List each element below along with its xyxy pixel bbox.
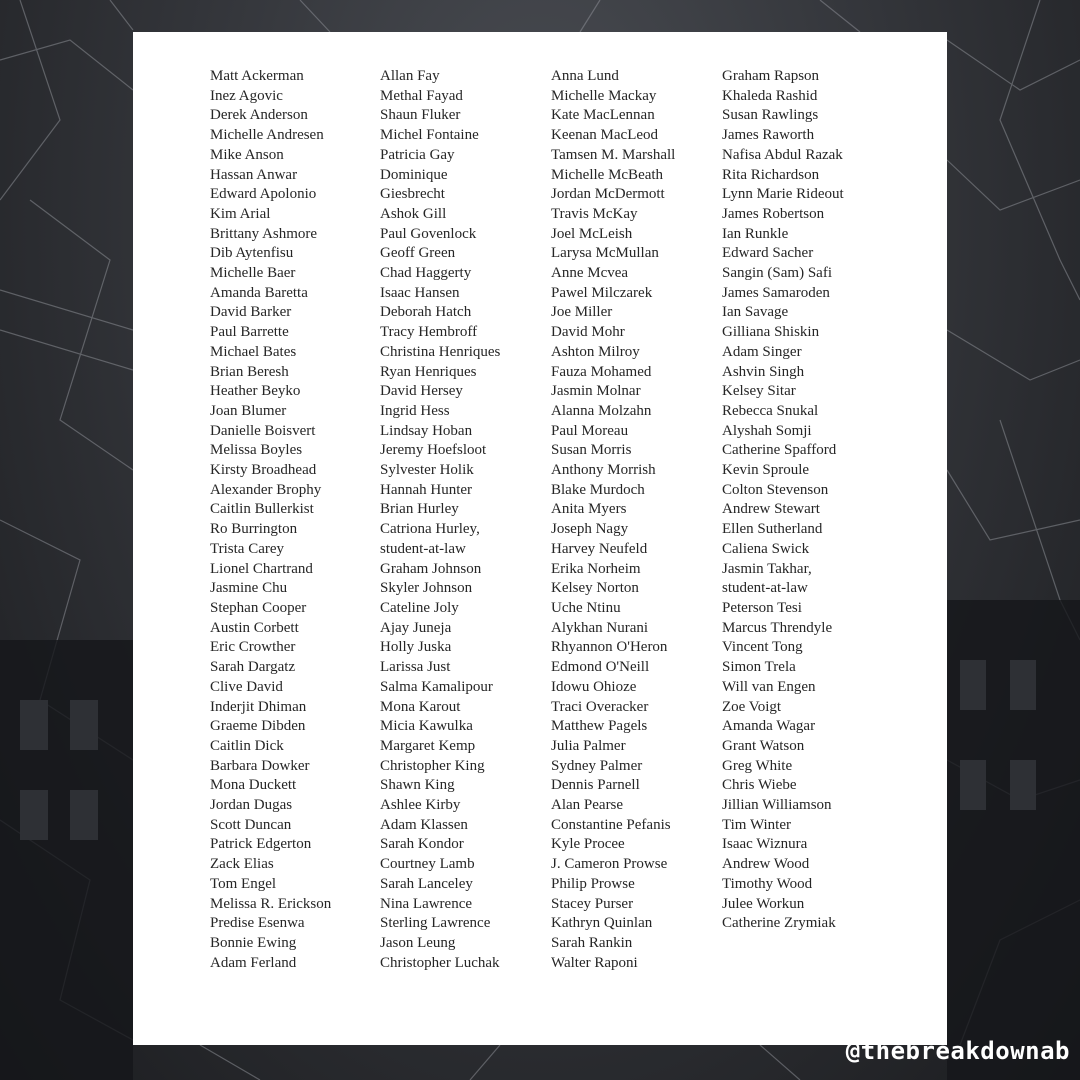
name-entry: Tracy Hembroff [380, 324, 478, 341]
name-entry: student-at-law [722, 580, 808, 597]
name-entry: Matt Ackerman [210, 68, 304, 84]
name-entry: Christopher King [380, 757, 485, 774]
name-entry: Kelsey Norton [551, 580, 639, 597]
name-entry: Vincent Tong [722, 639, 803, 656]
name-entry: Hassan Anwar [210, 166, 298, 183]
name-entry: Kirsty Broadhead [210, 462, 317, 479]
name-entry: Micia Kawulka [380, 718, 473, 735]
name-entry: Anne Mcvea [551, 265, 629, 282]
name-entry: Ian Savage [722, 304, 789, 321]
name-entry: Susan Morris [551, 442, 632, 459]
name-entry: Harvey Neufeld [551, 540, 648, 557]
name-entry: Jordan Dugas [210, 797, 293, 814]
name-entry: Zack Elias [210, 856, 274, 873]
name-entry: student-at-law [380, 540, 466, 557]
name-entry: Jeremy Hoefsloot [380, 442, 487, 459]
name-entry: Adam Klassen [380, 816, 468, 833]
watermark-handle: @thebreakdownab [845, 1037, 1070, 1065]
name-entry: Paul Govenlock [380, 225, 477, 242]
name-entry: Ian Runkle [722, 225, 789, 242]
name-entry: Gilliana Shiskin [722, 324, 820, 341]
name-entry: J. Cameron Prowse [551, 856, 668, 873]
name-entry: Shawn King [380, 777, 455, 794]
name-entry: Sydney Palmer [551, 757, 643, 774]
name-entry: Stacey Purser [551, 895, 634, 912]
name-entry: Cateline Joly [380, 599, 459, 616]
name-entry: Deborah Hatch [380, 304, 472, 321]
name-entry: Chris Wiebe [722, 777, 797, 794]
name-entry: Kevin Sproule [722, 462, 810, 479]
name-entry: Traci Overacker [551, 698, 649, 715]
name-entry: Tamsen M. Marshall [551, 146, 676, 163]
name-entry: Edward Apolonio [210, 186, 317, 203]
name-entry: Larysa McMullan [551, 245, 659, 262]
name-entry: Brittany Ashmore [210, 225, 318, 242]
name-entry: Austin Corbett [210, 619, 299, 636]
name-entry: Dennis Parnell [551, 777, 640, 794]
name-entry: Alykhan Nurani [551, 619, 649, 636]
name-entry: Shaun Fluker [380, 107, 461, 124]
name-entry: Ashton Milroy [551, 343, 640, 360]
name-entry: Melissa Boyles [210, 442, 303, 459]
name-entry: Michelle Baer [210, 265, 296, 282]
name-entry: Dib Aytenfisu [210, 245, 294, 262]
name-entry: Marcus Threndyle [722, 619, 833, 636]
name-entry: Salma Kamalipour [380, 678, 493, 695]
name-entry: Mona Karout [380, 698, 461, 715]
name-entry: Graham Johnson [380, 560, 482, 577]
name-entry: Christina Henriques [380, 343, 501, 360]
name-entry: Ro Burrington [210, 521, 298, 538]
name-entry: James Robertson [722, 205, 825, 222]
name-entry: Sangin (Sam) Safi [722, 265, 832, 282]
name-entry: Erika Norheim [551, 560, 641, 577]
name-entry: James Raworth [722, 127, 815, 144]
name-entry: Paul Moreau [551, 422, 629, 439]
name-entry: Catherine Spafford [722, 442, 837, 459]
name-entry: David Hersey [380, 383, 463, 400]
name-entry: Courtney Lamb [380, 856, 475, 873]
name-entry: Tom Engel [210, 875, 277, 892]
name-entry: Catherine Zrymiak [722, 915, 836, 932]
name-entry: David Mohr [551, 324, 625, 341]
name-entry: Adam Ferland [210, 954, 297, 971]
name-entry: Constantine Pefanis [551, 816, 671, 833]
name-entry: Simon Trela [722, 659, 796, 676]
name-entry: Blake Murdoch [551, 481, 645, 498]
name-entry: Zoe Voigt [722, 698, 782, 715]
name-entry: Michel Fontaine [380, 127, 479, 144]
name-entry: Giesbrecht [380, 186, 445, 203]
name-entry: Lindsay Hoban [380, 422, 473, 439]
name-entry: Michelle McBeath [551, 166, 664, 183]
name-entry: Paul Barrette [210, 324, 289, 341]
name-entry: Idowu Ohioze [551, 678, 637, 695]
name-entry: Kyle Procee [551, 836, 625, 853]
name-entry: Will van Engen [722, 678, 816, 695]
name-entry: Mona Duckett [210, 777, 297, 794]
name-entry: Scott Duncan [210, 816, 292, 833]
name-entry: Tim Winter [722, 816, 791, 833]
name-entry: Jason Leung [380, 934, 456, 951]
name-entry: Patrick Edgerton [210, 836, 312, 853]
name-entry: Caliena Swick [722, 540, 810, 557]
name-entry: Anita Myers [551, 501, 627, 518]
name-entry: Kate MacLennan [551, 107, 655, 124]
name-entry: Dominique [380, 166, 448, 183]
name-entry: Stephan Cooper [210, 599, 307, 616]
names-column-2 [380, 67, 550, 973]
name-entry: Sarah Rankin [551, 934, 633, 951]
name-entry: Lionel Chartrand [210, 560, 313, 577]
name-entry: Mike Anson [210, 146, 284, 163]
name-entry: Inez Agovic [210, 87, 283, 104]
name-entry: Rita Richardson [722, 166, 820, 183]
name-entry: Joseph Nagy [551, 521, 629, 538]
names-column-1 [210, 67, 380, 973]
name-entry: Chad Haggerty [380, 265, 472, 282]
name-entry: Timothy Wood [722, 875, 813, 892]
name-entry: Grant Watson [722, 737, 805, 754]
name-entry: Derek Anderson [210, 107, 308, 124]
name-entry: Rhyannon O'Heron [551, 639, 668, 656]
name-entry: Kathryn Quinlan [551, 915, 653, 932]
name-entry: Colton Stevenson [722, 481, 829, 498]
name-entry: Barbara Dowker [210, 757, 310, 774]
name-entry: Amanda Wagar [722, 718, 816, 735]
name-entry: Kim Arial [210, 205, 271, 222]
name-entry: Walter Raponi [551, 954, 638, 971]
name-entry: Isaac Hansen [380, 284, 460, 301]
name-entry: Ashvin Singh [722, 363, 805, 380]
name-entry: Alyshah Somji [722, 422, 812, 439]
name-entry: Peterson Tesi [722, 599, 802, 616]
name-entry: Sarah Kondor [380, 836, 464, 853]
name-entry: Fauza Mohamed [551, 363, 652, 380]
name-entry: Sterling Lawrence [380, 915, 491, 932]
name-entry: Ashlee Kirby [380, 797, 461, 814]
name-entry: Uche Ntinu [551, 599, 621, 616]
names-column-3 [551, 67, 721, 973]
name-entry: Graham Rapson [722, 68, 820, 84]
name-entry: Rebecca Snukal [722, 402, 819, 419]
name-entry: Ashok Gill [380, 205, 447, 222]
name-entry: Nina Lawrence [380, 895, 473, 912]
name-entry: Keenan MacLeod [551, 127, 659, 144]
name-entry: Khaleda Rashid [722, 87, 818, 104]
name-entry: Melissa R. Erickson [210, 895, 332, 912]
name-entry: Sarah Lanceley [380, 875, 473, 892]
name-entry: Michelle Mackay [551, 87, 657, 104]
names-document [133, 32, 947, 1045]
name-entry: Margaret Kemp [380, 737, 476, 754]
name-entry: Lynn Marie Rideout [722, 186, 844, 203]
name-entry: Alan Pearse [551, 797, 624, 814]
names-column-4 [722, 67, 892, 934]
name-entry: Philip Prowse [551, 875, 635, 892]
name-entry: Jasmine Chu [210, 580, 288, 597]
name-entry: Susan Rawlings [722, 107, 819, 124]
name-entry: Matthew Pagels [551, 718, 648, 735]
name-entry: Methal Fayad [380, 87, 463, 104]
name-entry: Travis McKay [551, 205, 638, 222]
name-entry: Joan Blumer [210, 402, 287, 419]
name-entry: Trista Carey [210, 540, 285, 557]
name-entry: Anna Lund [551, 68, 619, 84]
name-entry: Bonnie Ewing [210, 934, 297, 951]
name-entry: Julia Palmer [551, 737, 626, 754]
name-entry: Sarah Dargatz [210, 659, 296, 676]
name-entry: Amanda Baretta [210, 284, 308, 301]
name-entry: Sylvester Holik [380, 462, 474, 479]
name-entry: Jasmin Molnar [551, 383, 641, 400]
name-entry: Heather Beyko [210, 383, 301, 400]
name-entry: Andrew Stewart [722, 501, 820, 518]
name-entry: Jasmin Takhar, [722, 560, 812, 577]
name-entry: Joe Miller [551, 304, 613, 321]
name-entry: Andrew Wood [722, 856, 810, 873]
name-entry: Patricia Gay [380, 146, 455, 163]
name-entry: Isaac Wiznura [722, 836, 808, 853]
name-entry: Nafisa Abdul Razak [722, 146, 843, 163]
name-entry: James Samaroden [722, 284, 830, 301]
name-entry: Danielle Boisvert [210, 422, 316, 439]
name-entry: Brian Hurley [380, 501, 459, 518]
name-entry: Edward Sacher [722, 245, 814, 262]
name-entry: Kelsey Sitar [722, 383, 796, 400]
name-entry: Edmond O'Neill [551, 659, 650, 676]
name-entry: Ellen Sutherland [722, 521, 823, 538]
name-entry: Alexander Brophy [210, 481, 322, 498]
name-entry: Jordan McDermott [551, 186, 665, 203]
name-entry: Hannah Hunter [380, 481, 473, 498]
name-entry: Caitlin Dick [210, 737, 284, 754]
name-entry: Ryan Henriques [380, 363, 477, 380]
name-entry: Ingrid Hess [380, 402, 450, 419]
name-entry: Anthony Morrish [551, 462, 656, 479]
name-entry: Pawel Milczarek [551, 284, 653, 301]
name-entry: Skyler Johnson [380, 580, 473, 597]
name-entry: Graeme Dibden [210, 718, 306, 735]
name-entry: Alanna Molzahn [551, 402, 652, 419]
name-entry: Ajay Juneja [380, 619, 452, 636]
name-entry: Michelle Andresen [210, 127, 324, 144]
name-entry: Geoff Green [380, 245, 456, 262]
name-entry: Michael Bates [210, 343, 297, 360]
name-entry: Joel McLeish [551, 225, 633, 242]
name-entry: Jillian Williamson [722, 797, 832, 814]
name-entry: Christopher Luchak [380, 954, 500, 971]
name-entry: Holly Juska [380, 639, 452, 656]
name-entry: Eric Crowther [210, 639, 296, 656]
name-entry: Catriona Hurley, [380, 521, 480, 538]
name-entry: Brian Beresh [210, 363, 289, 380]
name-entry: Clive David [210, 678, 283, 695]
name-entry: Greg White [722, 757, 793, 774]
name-entry: Adam Singer [722, 343, 802, 360]
name-entry: Inderjit Dhiman [210, 698, 307, 715]
name-entry: Julee Workun [722, 895, 805, 912]
name-entry: Allan Fay [380, 68, 440, 84]
name-entry: Predise Esenwa [210, 915, 305, 932]
name-entry: David Barker [210, 304, 292, 321]
name-entry: Larissa Just [380, 659, 451, 676]
name-entry: Caitlin Bullerkist [210, 501, 314, 518]
